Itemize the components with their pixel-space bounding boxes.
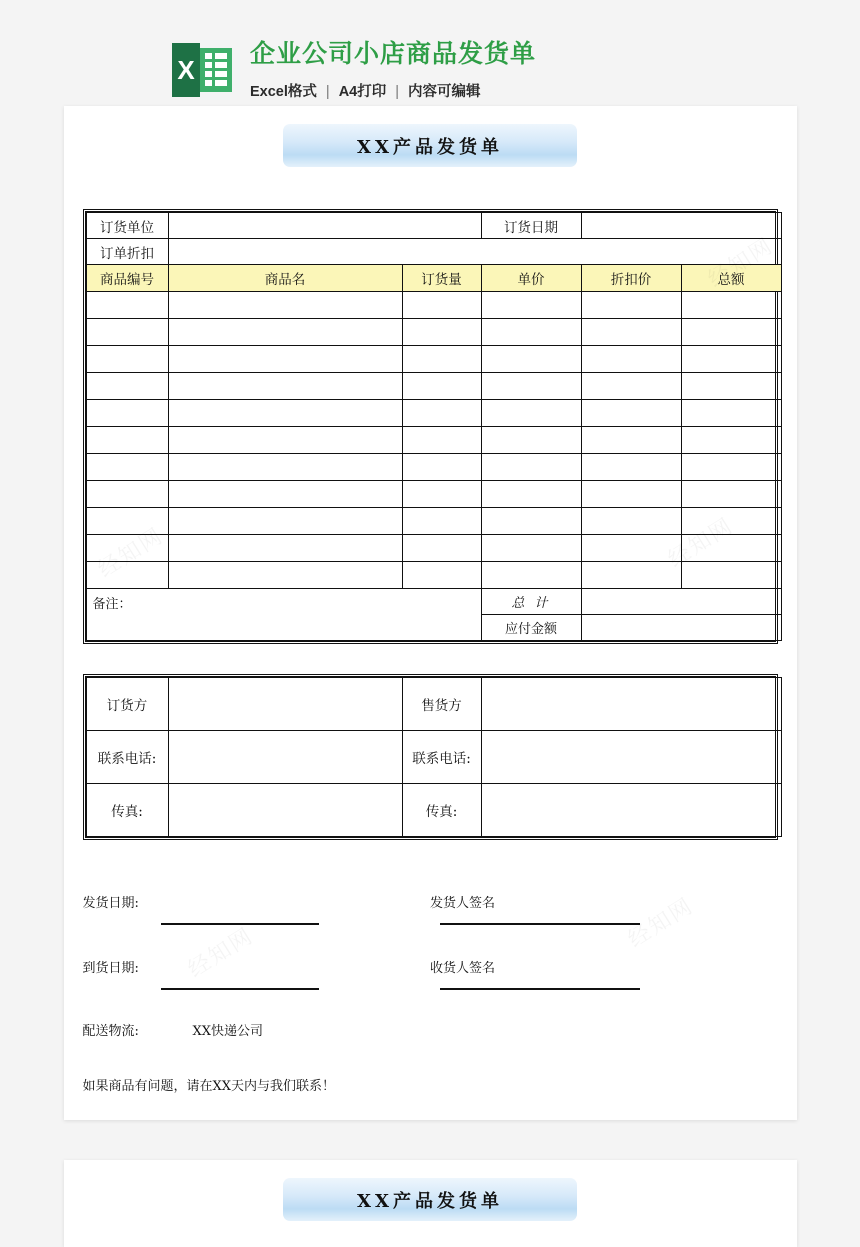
cell-code[interactable] bbox=[86, 562, 168, 589]
column-header-name: 商品名 bbox=[168, 265, 402, 292]
receiver-sign-line[interactable] bbox=[440, 988, 640, 990]
cell-qty[interactable] bbox=[402, 454, 481, 481]
cell-price[interactable] bbox=[481, 292, 581, 319]
cell-total[interactable] bbox=[681, 454, 781, 481]
cell-discount-price[interactable] bbox=[581, 427, 681, 454]
table-row bbox=[86, 373, 781, 400]
cell-discount-price[interactable] bbox=[581, 292, 681, 319]
logistics-label: 配送物流: bbox=[82, 1024, 139, 1039]
items-table-frame bbox=[83, 209, 778, 644]
remark-total-row bbox=[86, 589, 781, 615]
header-subtitle bbox=[250, 80, 536, 101]
cell-total[interactable] bbox=[681, 481, 781, 508]
cell-name[interactable] bbox=[168, 481, 402, 508]
table-row bbox=[86, 731, 781, 784]
signature-block bbox=[83, 892, 778, 1094]
cell-qty[interactable] bbox=[402, 292, 481, 319]
order-discount-row bbox=[86, 239, 781, 265]
seller-value[interactable] bbox=[481, 678, 781, 731]
cell-code[interactable] bbox=[86, 400, 168, 427]
table-row bbox=[86, 292, 781, 319]
ship-date-line[interactable] bbox=[161, 923, 319, 925]
cell-total[interactable] bbox=[681, 319, 781, 346]
remark-label[interactable]: 备注： bbox=[86, 589, 481, 641]
document-title: XX产品发货单 bbox=[357, 1190, 503, 1212]
cell-discount-price[interactable] bbox=[581, 454, 681, 481]
cell-price[interactable] bbox=[481, 562, 581, 589]
buyer-label: 订货方 bbox=[86, 678, 168, 731]
column-header-code: 商品编号 bbox=[86, 265, 168, 292]
cell-name[interactable] bbox=[168, 454, 402, 481]
cell-name[interactable] bbox=[168, 373, 402, 400]
subtitle-item-print: A4打印 bbox=[338, 83, 387, 100]
page-title: 企业公司小店商品发货单 bbox=[250, 40, 537, 69]
cell-total[interactable] bbox=[681, 562, 781, 589]
cell-discount-price[interactable] bbox=[581, 346, 681, 373]
cell-code[interactable] bbox=[86, 508, 168, 535]
cell-price[interactable] bbox=[481, 319, 581, 346]
cell-qty[interactable] bbox=[402, 508, 481, 535]
cell-total[interactable] bbox=[681, 400, 781, 427]
buyer-fax-label: 传真: bbox=[86, 784, 168, 837]
document-title-banner bbox=[64, 1160, 797, 1221]
subtitle-item-format: Excel格式 bbox=[250, 83, 317, 100]
cell-qty[interactable] bbox=[402, 346, 481, 373]
order-unit-row bbox=[86, 213, 781, 239]
table-row bbox=[86, 508, 781, 535]
table-row bbox=[86, 784, 781, 837]
subtitle-separator: | bbox=[325, 83, 330, 100]
cell-discount-price[interactable] bbox=[581, 400, 681, 427]
logistics-row bbox=[83, 1020, 778, 1039]
excel-file-icon bbox=[172, 40, 232, 100]
seller-label: 售货方 bbox=[402, 678, 481, 731]
cell-discount-price[interactable] bbox=[581, 562, 681, 589]
table-row bbox=[86, 535, 781, 562]
cell-qty[interactable] bbox=[402, 562, 481, 589]
cell-name[interactable] bbox=[168, 562, 402, 589]
buyer-value[interactable] bbox=[168, 678, 402, 731]
cell-total[interactable] bbox=[681, 508, 781, 535]
cell-discount-price[interactable] bbox=[581, 508, 681, 535]
cell-name[interactable] bbox=[168, 319, 402, 346]
cell-total[interactable] bbox=[681, 292, 781, 319]
contact-table-frame bbox=[83, 674, 778, 840]
cell-code[interactable] bbox=[86, 454, 168, 481]
column-header-discount-price: 折扣价 bbox=[581, 265, 681, 292]
contact-table bbox=[86, 677, 782, 837]
order-unit-value[interactable] bbox=[168, 213, 481, 239]
items-header-row bbox=[86, 265, 781, 292]
table-row bbox=[86, 400, 781, 427]
cell-name[interactable] bbox=[168, 535, 402, 562]
subtitle-item-editable: 内容可编辑 bbox=[408, 83, 481, 100]
payable-value[interactable] bbox=[581, 615, 781, 641]
cell-qty[interactable] bbox=[402, 373, 481, 400]
cell-code[interactable] bbox=[86, 427, 168, 454]
arrive-date-field bbox=[83, 957, 431, 990]
cell-name[interactable] bbox=[168, 400, 402, 427]
buyer-fax-value[interactable] bbox=[168, 784, 402, 837]
cell-total[interactable] bbox=[681, 346, 781, 373]
cell-code[interactable] bbox=[86, 346, 168, 373]
receiver-sign-field bbox=[430, 957, 778, 990]
column-header-total: 总额 bbox=[681, 265, 781, 292]
order-unit-label: 订货单位 bbox=[86, 213, 168, 239]
shipper-sign-label: 发货人签名 bbox=[430, 896, 496, 911]
cell-discount-price[interactable] bbox=[581, 373, 681, 400]
shipper-sign-field bbox=[430, 892, 778, 925]
arrive-date-row bbox=[83, 957, 778, 990]
cell-name[interactable] bbox=[168, 346, 402, 373]
ship-date-field bbox=[83, 892, 431, 925]
cell-qty[interactable] bbox=[402, 319, 481, 346]
payable-label: 应付金额 bbox=[481, 615, 581, 641]
order-date-value[interactable] bbox=[581, 213, 781, 239]
cell-code[interactable] bbox=[86, 319, 168, 346]
cell-name[interactable] bbox=[168, 292, 402, 319]
logistics-value[interactable]: XX快递公司 bbox=[192, 1024, 264, 1039]
table-row bbox=[86, 678, 781, 731]
cell-name[interactable] bbox=[168, 427, 402, 454]
table-row bbox=[86, 427, 781, 454]
seller-fax-label: 传真: bbox=[402, 784, 481, 837]
table-row bbox=[86, 346, 781, 373]
cell-code[interactable] bbox=[86, 373, 168, 400]
header-text-block bbox=[250, 39, 536, 101]
cell-name[interactable] bbox=[168, 508, 402, 535]
order-discount-value[interactable] bbox=[168, 239, 781, 265]
column-header-qty: 订货量 bbox=[402, 265, 481, 292]
table-row bbox=[86, 319, 781, 346]
excel-logo-letter: X bbox=[177, 54, 195, 85]
cell-qty[interactable] bbox=[402, 535, 481, 562]
cell-total[interactable] bbox=[681, 373, 781, 400]
ship-date-row bbox=[83, 892, 778, 925]
cell-price[interactable] bbox=[481, 346, 581, 373]
cell-price[interactable] bbox=[481, 481, 581, 508]
seller-phone-value[interactable] bbox=[481, 731, 781, 784]
cell-code[interactable] bbox=[86, 535, 168, 562]
seller-fax-value[interactable] bbox=[481, 784, 781, 837]
cell-discount-price[interactable] bbox=[581, 319, 681, 346]
grand-total-label: 总 计 bbox=[481, 589, 581, 615]
order-discount-label: 订单折扣 bbox=[86, 239, 168, 265]
buyer-phone-value[interactable] bbox=[168, 731, 402, 784]
receiver-sign-label: 收货人签名 bbox=[430, 961, 496, 976]
arrive-date-label: 到货日期: bbox=[82, 961, 139, 976]
items-table bbox=[86, 212, 782, 641]
cell-qty[interactable] bbox=[402, 427, 481, 454]
cell-price[interactable] bbox=[481, 454, 581, 481]
column-header-price: 单价 bbox=[481, 265, 581, 292]
cell-discount-price[interactable] bbox=[581, 535, 681, 562]
table-row bbox=[86, 481, 781, 508]
cell-price[interactable] bbox=[481, 400, 581, 427]
table-row bbox=[86, 562, 781, 589]
order-date-label: 订货日期 bbox=[481, 213, 581, 239]
cell-total[interactable] bbox=[681, 535, 781, 562]
excel-logo-grid bbox=[205, 53, 228, 87]
notice-text: 如果商品有问题，请在XX天内与我们联系！ bbox=[82, 1079, 336, 1094]
cell-price[interactable] bbox=[481, 535, 581, 562]
shipper-sign-line[interactable] bbox=[440, 923, 640, 925]
page-header bbox=[0, 0, 860, 100]
ship-date-label: 发货日期: bbox=[82, 896, 139, 911]
document-preview-card bbox=[64, 106, 797, 1120]
document-preview-card-next bbox=[64, 1160, 797, 1247]
cell-code[interactable] bbox=[86, 481, 168, 508]
cell-qty[interactable] bbox=[402, 481, 481, 508]
arrive-date-line[interactable] bbox=[161, 988, 319, 990]
document-title: XX产品发货单 bbox=[357, 136, 503, 158]
cell-qty[interactable] bbox=[402, 400, 481, 427]
buyer-phone-label: 联系电话: bbox=[86, 731, 168, 784]
grand-total-value[interactable] bbox=[581, 589, 781, 615]
seller-phone-label: 联系电话: bbox=[402, 731, 481, 784]
cell-code[interactable] bbox=[86, 292, 168, 319]
document-title-banner bbox=[64, 106, 797, 167]
cell-price[interactable] bbox=[481, 508, 581, 535]
cell-total[interactable] bbox=[681, 427, 781, 454]
cell-price[interactable] bbox=[481, 373, 581, 400]
cell-discount-price[interactable] bbox=[581, 481, 681, 508]
table-row bbox=[86, 454, 781, 481]
cell-price[interactable] bbox=[481, 427, 581, 454]
subtitle-separator: | bbox=[395, 83, 400, 100]
